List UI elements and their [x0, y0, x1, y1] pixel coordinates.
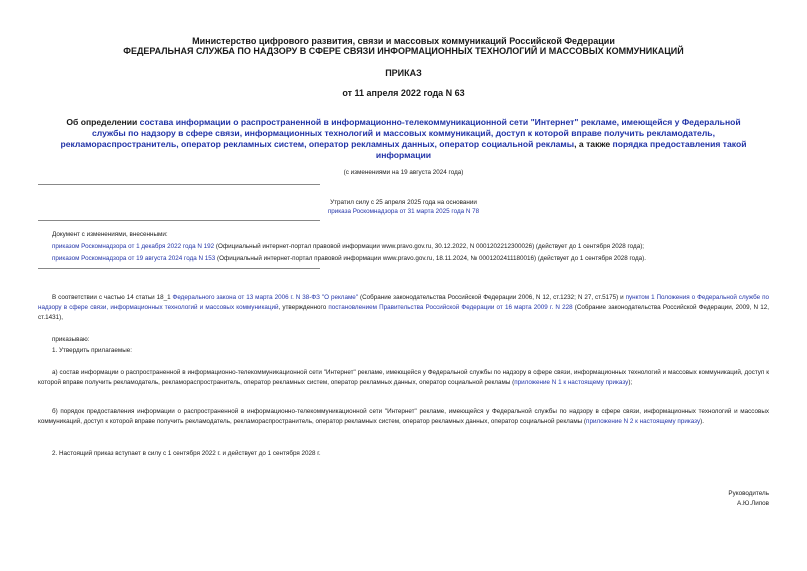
- regulation-link[interactable]: пунктом 1 Положения о Федеральной службе по надзору в сфере связи, информационных технологий и массовых коммуникаций: [38, 294, 770, 311]
- law-link[interactable]: Федерального закона от 13 марта 2006 г. N 38-ФЗ "О рекламе": [172, 294, 359, 301]
- signature-role: Руководитель: [728, 490, 769, 497]
- title-link-composition[interactable]: состава информации о распространенной в информационно-телекоммуникационной сети "Интернет" рекламе, имеющейся у Федеральной службы по надзору в сфере связи, информационных технологий и массовых коммуникаций, доступ к которой вправе получить рекламодатель, рекламораспространитель, оператор рекламных систем, оператор рекламных данных, оператор социальной рекламы: [60, 117, 741, 149]
- title-middle: , а также: [574, 139, 613, 149]
- item-1: 1. Утвердить прилагаемые:: [52, 347, 132, 354]
- item-1a: [38, 368, 769, 388]
- expired-link[interactable]: приказа Роскомнадзора от 31 марта 2025 года N 78: [327, 208, 480, 215]
- item-1b: [38, 407, 769, 427]
- order-word: приказываю:: [52, 336, 90, 343]
- ministry-name: Министерство цифрового развития, связи и массовых коммуникаций Российской Федерации: [192, 36, 615, 46]
- change-item: [52, 242, 772, 251]
- preamble-paragraph: [38, 293, 769, 323]
- document-title: [50, 117, 757, 161]
- change-text: (Официальный интернет-портал правовой информации www.pravo.gov.ru, 18.11.2024, № 0001202411180016) (действует до 1 сентября 2028 года).: [215, 255, 647, 262]
- document-date-number: от 11 апреля 2022 года N 63: [342, 88, 465, 98]
- change-text: (Официальный интернет-портал правовой информации www.pravo.gov.ru, 30.12.2022, N 0001202212300026) (действует до 1 сентября 2028 года);: [214, 243, 645, 250]
- appendix-1-link[interactable]: приложение N 1 к настоящему приказу: [514, 379, 629, 386]
- document-type: ПРИКАЗ: [385, 68, 422, 78]
- change-item: [52, 254, 772, 263]
- title-link-procedure[interactable]: порядка предоставления такой информации: [375, 139, 747, 160]
- divider: [38, 184, 320, 185]
- text: б) порядок предоставления информации о распространенной в информационно-телекоммуникационной сети "Интернет" рекламе, имеющейся у Федеральной службы по надзору в сфере связи, информационных технологий и массовых коммуникаций, доступ к которой вправе получить рекламодатель, рекламораспространитель, оператор рекламных систем, оператор рекламных данных, оператор социальной рекламы (: [38, 408, 769, 425]
- appendix-2-link[interactable]: приложение N 2 к настоящему приказу: [586, 418, 701, 425]
- text: );: [628, 379, 633, 386]
- text: (Собрание законодательства Российской Федерации, 2009, N 12, ст.1431),: [38, 304, 769, 321]
- signature-name: А.Ю.Липов: [737, 500, 769, 507]
- title-prefix: Об определении: [66, 117, 140, 127]
- text: а) состав информации о распространенной в информационно-телекоммуникационной сети "Интернет" рекламе, имеющейся у Федеральной службы по надзору в сфере связи, информационных технологий и массовых коммуникаций, доступ к которой вправе получить рекламодатель, рекламораспространитель, оператор рекламных систем, оператор рекламных данных, оператор социальной рекламы (: [38, 369, 769, 386]
- expired-note: Утратил силу с 25 апреля 2025 года на основании: [330, 199, 477, 206]
- divider: [38, 220, 320, 221]
- item-2: 2. Настоящий приказ вступает в силу с 1 сентября 2022 г. и действует до 1 сентября 2028 г.: [52, 450, 321, 457]
- amendment-note: (с изменениями на 19 августа 2024 года): [343, 169, 464, 176]
- changes-heading: Документ с изменениями, внесенными:: [52, 231, 168, 238]
- text: , утвержденного: [278, 304, 329, 311]
- resolution-link[interactable]: постановлением Правительства Российской Федерации от 16 марта 2009 г. N 228: [328, 304, 573, 311]
- change-link[interactable]: приказом Роскомнадзора от 1 декабря 2022 года N 192: [52, 243, 215, 250]
- service-name: ФЕДЕРАЛЬНАЯ СЛУЖБА ПО НАДЗОРУ В СФЕРЕ СВЯЗИ ИНФОРМАЦИОННЫХ ТЕХНОЛОГИЙ И МАССОВЫХ КОММУНИКАЦИЙ: [123, 46, 684, 56]
- text: ).: [700, 418, 704, 425]
- change-link[interactable]: приказом Роскомнадзора от 19 августа 2024 года N 153: [52, 255, 216, 262]
- divider: [38, 268, 320, 269]
- text: (Собрание законодательства Российской Федерации 2006, N 12, ст.1232; N 27, ст.5175) и: [358, 294, 626, 301]
- text: В соответствии с частью 14 статьи 18_1: [52, 294, 173, 301]
